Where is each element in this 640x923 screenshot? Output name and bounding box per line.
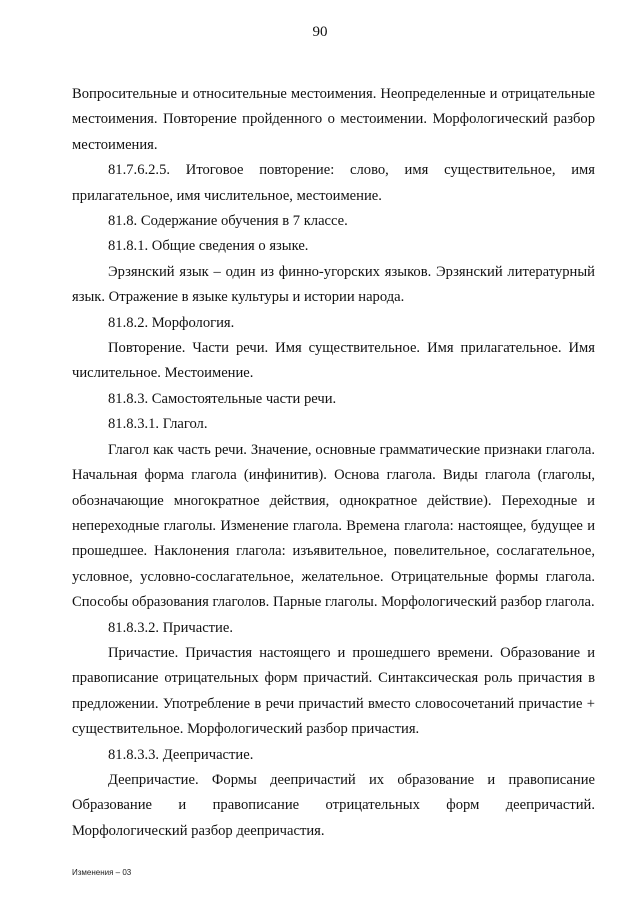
section-heading: 81.8.3. Самостоятельные части речи.	[108, 390, 337, 407]
paragraph: Причастие. Причастия настоящего и прошедшего времени. Образование и правописание отрицательных форм причастий. Синтаксическая роль причастия в предложении. Употребление в речи причастий вместо словосочетаний причастие + существительное. Морфологический разбор причастия.	[72, 644, 595, 738]
section-heading: 81.8. Содержание обучения в 7 классе.	[108, 213, 348, 230]
paragraph: Повторение. Части речи. Имя существительное. Имя прилагательное. Имя числительное. Местоимение.	[72, 340, 595, 382]
section-heading: 81.8.3.1. Глагол.	[108, 416, 208, 433]
paragraph: Эрзянский язык – один из финно-угорских языков. Эрзянский литературный язык. Отражение в языке культуры и истории народа.	[72, 263, 595, 306]
paragraph: Вопросительные и относительные местоимения. Неопределенные и отрицательные местоимения. Повторение пройденного о местоимении. Морфологический разбор местоимения.	[72, 86, 595, 153]
paragraph: Глагол как часть речи. Значение, основные грамматические признаки глагола. Начальная форма глагола (инфинитив). Основа глагола. Виды глагола (глаголы, обозначающие многократное действия, однократное действие). Переходные и непереходные глаголы. Изменение глагола. Времена глагола: настоящее, будущее и прошедшее. Наклонения глагола: изъявительное, повелительное, сослагательное, условное, условно-сослагательное, желательное. Отрицательные формы глагола. Способы образования глаголов. Парные глаголы. Морфологический разбор глагола.	[72, 441, 595, 611]
section-heading: 81.8.3.3. Деепричастие.	[108, 746, 254, 763]
paragraph: 81.7.6.2.5. Итоговое повторение: слово, имя существительное, имя прилагательное, имя числительное, местоимение.	[72, 162, 595, 204]
page-body	[72, 82, 595, 844]
section-heading: 81.8.2. Морфология.	[108, 314, 235, 331]
section-heading: 81.8.3.2. Причастие.	[108, 619, 233, 636]
section-heading: 81.8.1. Общие сведения о языке.	[108, 238, 309, 255]
paragraph: Деепричастие. Формы деепричастий их образование и правописание Образование и правописание отрицательных форм деепричастий. Морфологический разбор деепричастия.	[72, 771, 595, 839]
revision-footer: Изменения – 03	[72, 868, 132, 877]
page-number: 90	[312, 24, 328, 40]
